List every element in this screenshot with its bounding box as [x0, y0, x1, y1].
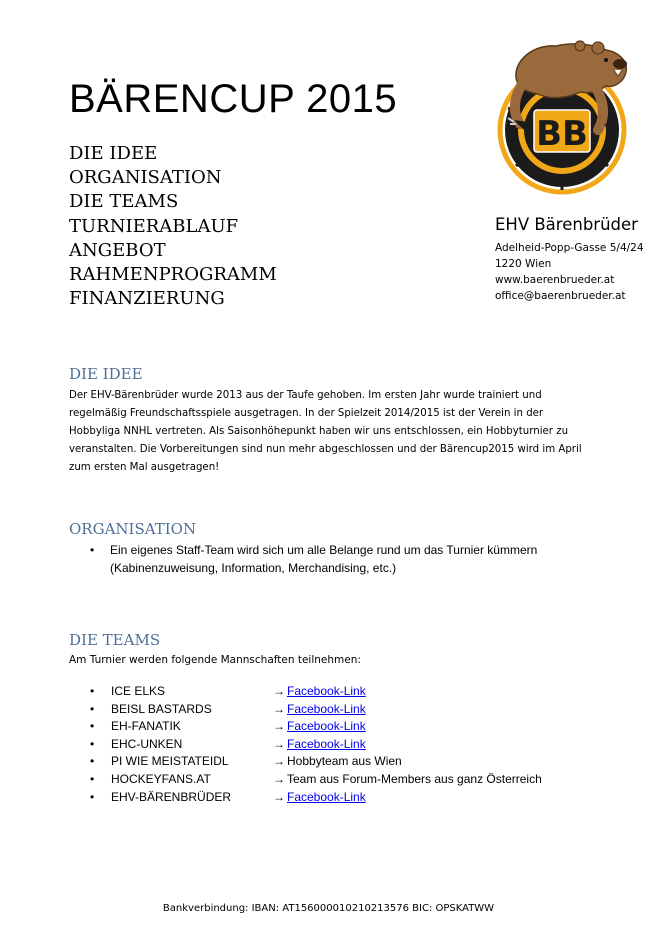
facebook-link[interactable]: Facebook-Link — [287, 789, 366, 804]
paragraph-line: Der EHV-Bärenbrüder wurde 2013 aus der Taufe gehoben. Im ersten Jahr wurde trainiert und — [69, 390, 542, 401]
teams-list — [90, 683, 610, 806]
team-name: BEISL BASTARDS — [111, 701, 212, 716]
list-item-line: (Kabinenzuweisung, Information, Merchandising, etc.) — [110, 561, 397, 575]
list-item — [90, 541, 590, 577]
arrow-icon: → — [273, 736, 285, 751]
org-email[interactable]: office@baerenbrueder.at — [495, 290, 626, 302]
bullet: • — [90, 719, 95, 734]
paragraph-line: regelmäßig Freundschaftsspiele ausgetragen. In der Spielzeit 2014/2015 ist der Verein in der — [69, 407, 544, 419]
team-name: EH-FANATIK — [111, 719, 181, 734]
svg-text:BB: BB — [536, 114, 588, 154]
team-row — [90, 718, 610, 736]
bullet: • — [90, 771, 95, 786]
section-heading-organisation: ORGANISATION — [69, 520, 197, 538]
paragraph-line: veranstalten. Die Vorbereitungen sind nun mehr abgeschlossen und der Bärencup2015 wird im April — [69, 443, 582, 455]
team-name: ICE ELKS — [111, 684, 166, 698]
bear-bb-logo — [494, 38, 634, 198]
team-row — [90, 753, 610, 771]
toc-item-teams[interactable]: DIE TEAMS — [69, 191, 179, 213]
bullet: • — [90, 701, 95, 716]
idee-paragraph — [69, 387, 594, 477]
toc-item-turnierablauf[interactable]: TURNIERABLAUF — [69, 215, 239, 237]
section-heading-idee: DIE IDEE — [69, 365, 143, 383]
bank-details: Bankverbindung: IBAN: AT156000010210213576 BIC: OPSKATWW — [162, 903, 495, 914]
org-name: EHV Bärenbrüder — [495, 215, 638, 234]
arrow-icon: → — [273, 719, 285, 734]
facebook-link[interactable]: Facebook-Link — [287, 736, 366, 751]
table-of-contents — [69, 142, 277, 311]
team-name: EHC-UNKEN — [111, 736, 183, 751]
facebook-link[interactable]: Facebook-Link — [287, 701, 366, 716]
toc-item-idee[interactable]: DIE IDEE — [69, 143, 158, 164]
page-title: BÄRENCUP 2015 — [69, 77, 398, 121]
org-website[interactable]: www.baerenbrueder.at — [495, 274, 615, 286]
org-address-city: 1220 Wien — [495, 258, 552, 270]
bullet: • — [90, 754, 95, 769]
team-name: HOCKEYFANS.AT — [111, 771, 211, 786]
team-description: Hobbyteam aus Wien — [287, 754, 402, 769]
team-row — [90, 771, 610, 789]
toc-item-rahmenprogramm[interactable]: RAHMENPROGRAMM — [69, 264, 277, 286]
paragraph-line: zum ersten Mal ausgetragen! — [69, 461, 220, 473]
organisation-list — [90, 541, 590, 577]
facebook-link[interactable]: Facebook-Link — [287, 684, 366, 698]
org-contact — [495, 240, 644, 304]
toc-item-finanzierung[interactable]: FINANZIERUNG — [69, 288, 225, 310]
team-row — [90, 701, 610, 719]
team-description: Team aus Forum-Members aus ganz Österreich — [287, 771, 542, 786]
team-row — [90, 683, 610, 701]
arrow-icon: → — [273, 771, 285, 786]
team-name: PI WIE MEISTATEIDL — [111, 754, 229, 769]
section-heading-teams: DIE TEAMS — [69, 631, 161, 649]
toc-item-angebot[interactable]: ANGEBOT — [69, 239, 166, 261]
paragraph-line: Hobbyliga NNHL vertreten. Als Saisonhöhepunkt haben wir uns entschlossen, ein Hobbyturnier zu — [69, 425, 569, 437]
facebook-link[interactable]: Facebook-Link — [287, 719, 366, 734]
bullet: • — [90, 736, 95, 751]
arrow-icon: → — [273, 754, 285, 769]
toc-item-organisation[interactable]: ORGANISATION — [69, 167, 222, 189]
arrow-icon: → — [273, 789, 285, 804]
arrow-icon: → — [273, 701, 285, 716]
teams-intro: Am Turnier werden folgende Mannschaften teilnehmen: — [69, 654, 361, 666]
team-row — [90, 736, 610, 754]
org-address-street: Adelheid-Popp-Gasse 5/4/24 — [495, 242, 644, 254]
list-item-line: • Ein eigenes Staff-Team wird sich um alle Belange rund um das Turnier kümmern — [110, 543, 538, 557]
team-name: EHV-BÄRENBRÜDER — [111, 789, 232, 804]
arrow-icon: → — [273, 684, 285, 698]
bullet: • — [90, 789, 95, 804]
team-row — [90, 789, 610, 807]
bullet: • — [90, 684, 95, 698]
